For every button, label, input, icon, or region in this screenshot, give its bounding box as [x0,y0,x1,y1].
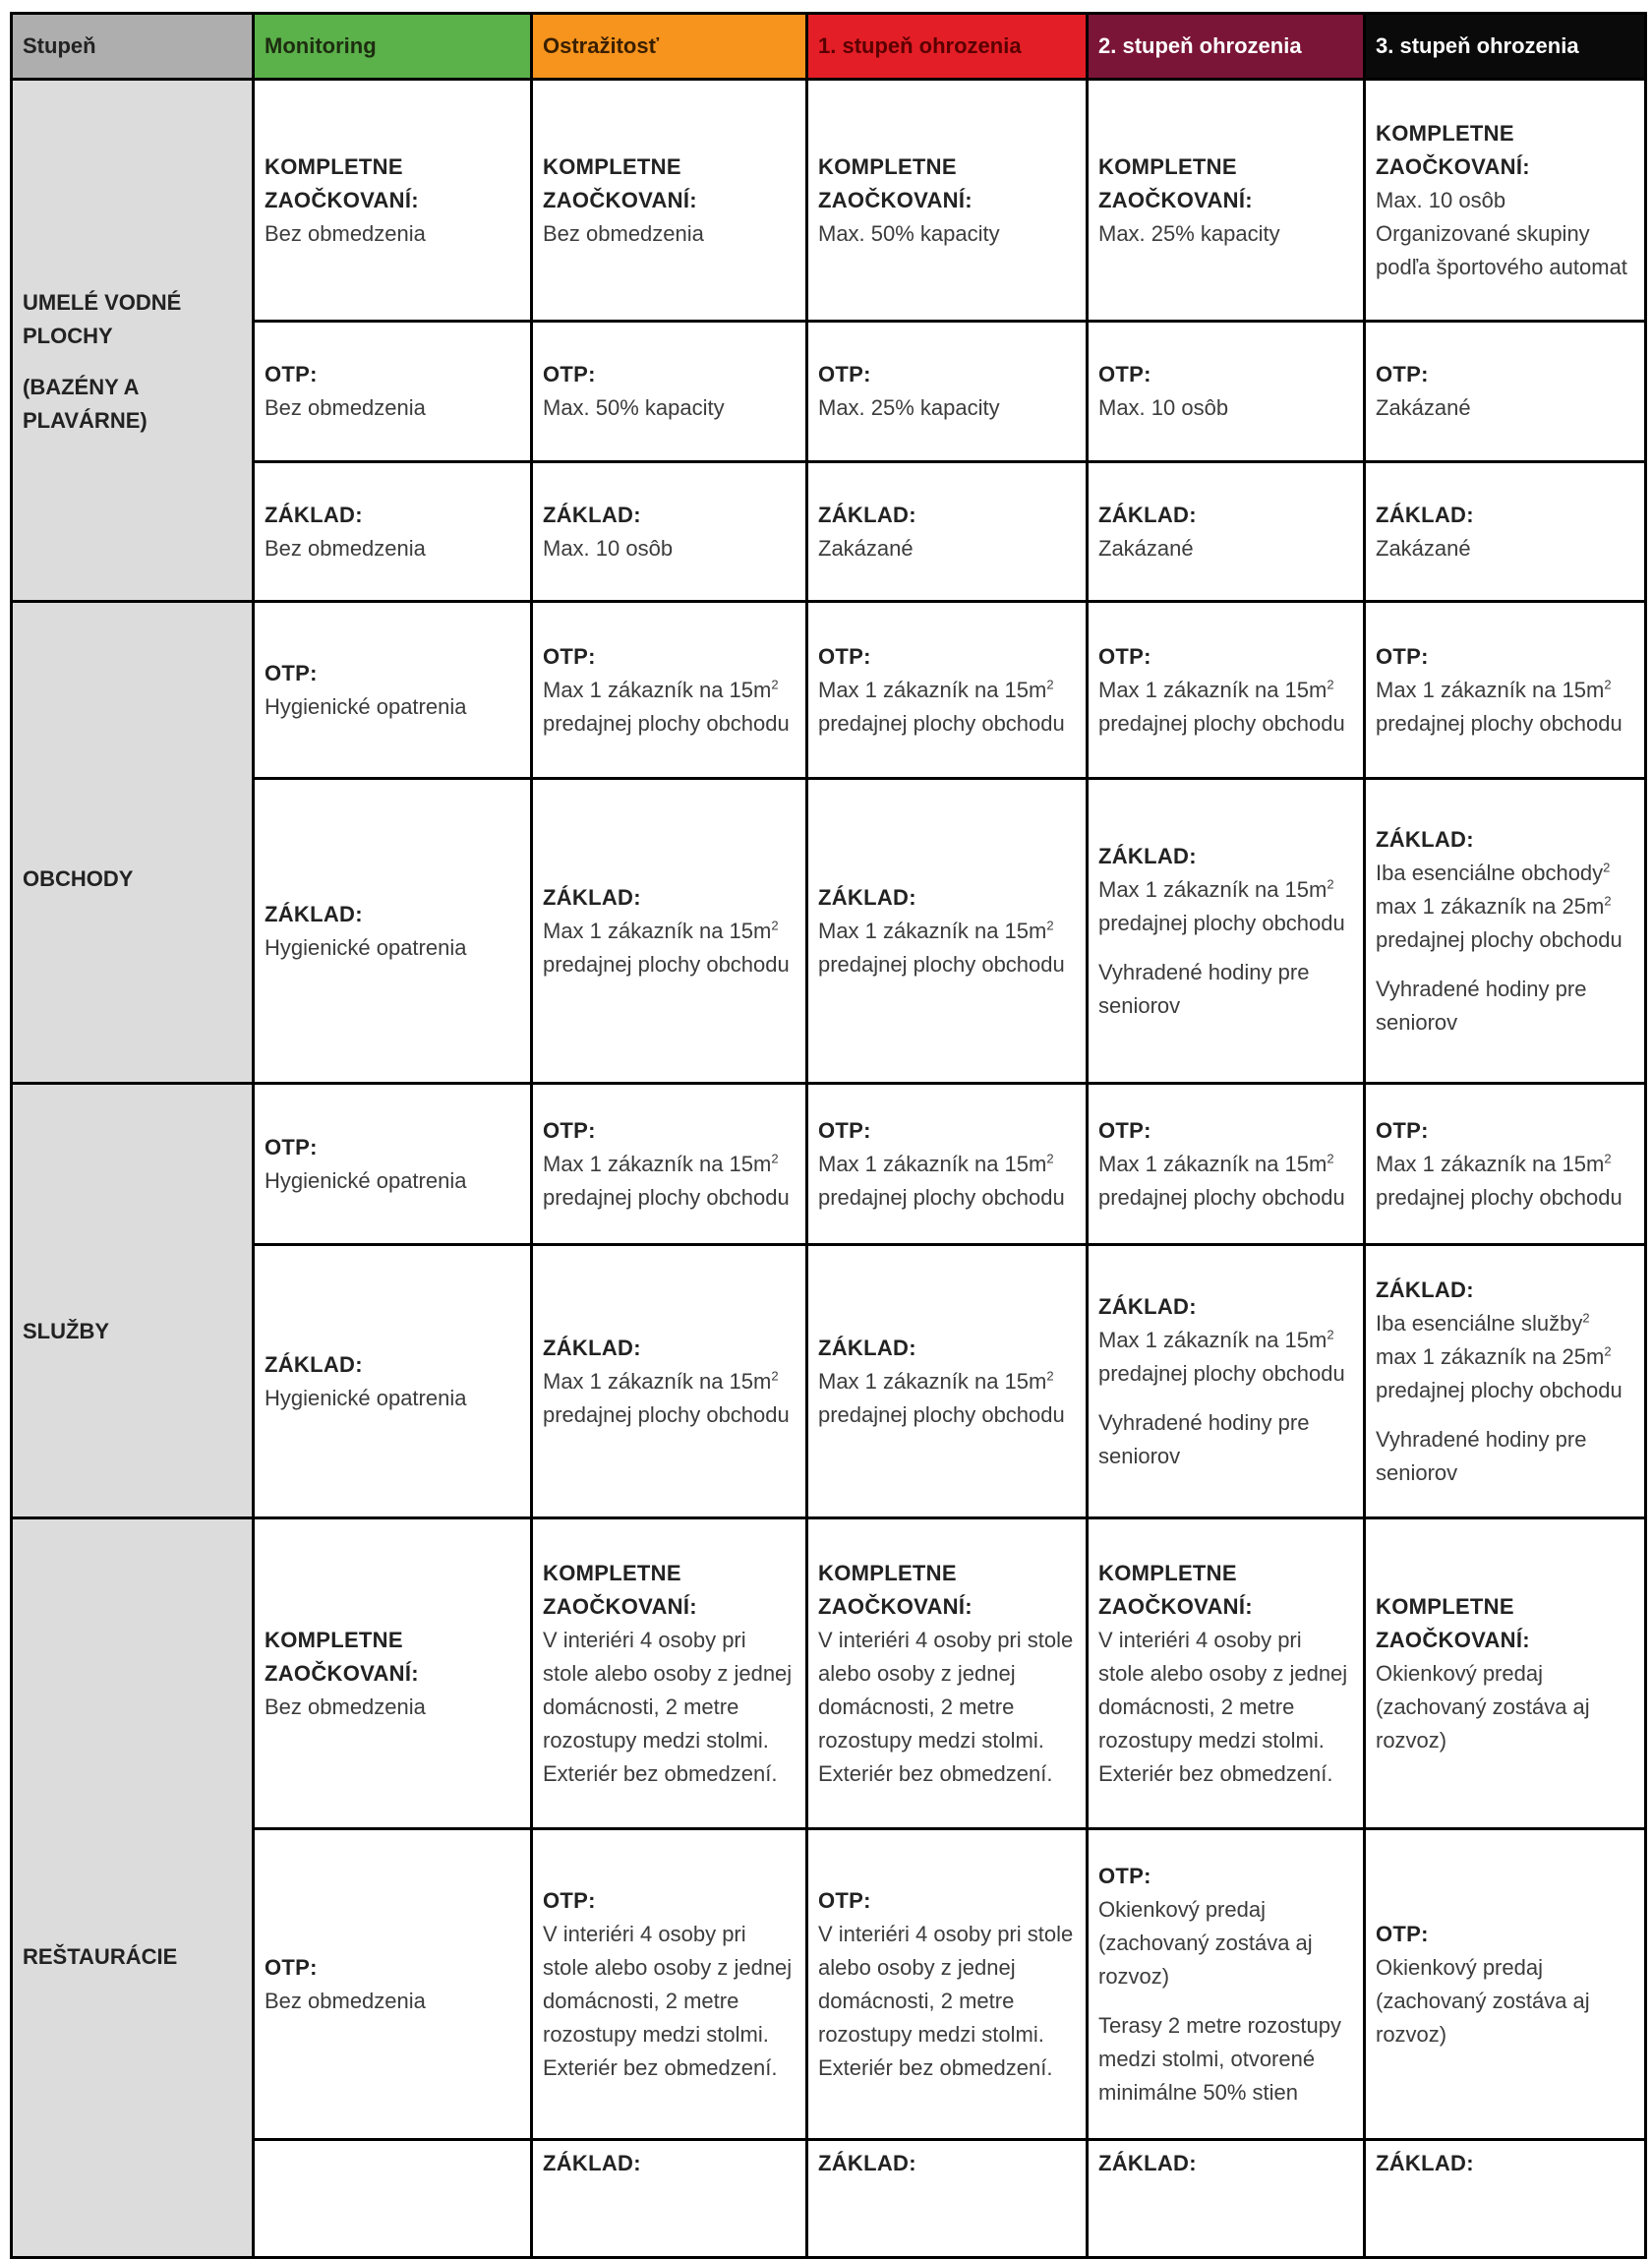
cell-text: OTP: [1376,1921,1429,1946]
table-cell [1088,1829,1365,2140]
cell-text: Max 1 zákazník na 15m [1098,1327,1328,1352]
cell-text: predajnej plochy obchodu [1376,1377,1622,1402]
table-cell [532,462,807,602]
table-cell [532,602,807,779]
category-label: REŠTAURÁCIE [23,1943,178,1969]
cell-text: Max 1 zákazník na 15m [818,1368,1047,1394]
cell-text: Vyhradené hodiny pre seniorov [1098,959,1310,1018]
table-cell [1365,1829,1646,2140]
table-cell [254,2140,532,2258]
cell-text: Zakázané [1376,535,1471,561]
table-cell [1365,322,1646,462]
cell-text: Okienkový predaj (zachovaný zostáva aj rozvoz) [1098,1896,1313,1989]
table-row [12,1245,1646,1518]
cell-text: KOMPLETNE ZAOČKOVANÍ: [265,153,419,212]
header-stupen-1: 1. stupeň ohrozenia [807,14,1088,80]
cell-text: Max 1 zákazník na 15m [543,1151,772,1176]
cell-text: predajnej plochy obchodu [1376,926,1622,952]
cell-text: 2 [1604,677,1612,692]
cell-text: V interiéri 4 osoby pri stole alebo osoby z jednej domácnosti, 2 metre rozostupy medzi stolmi. Exteriér bez obmedzení. [818,1627,1074,1786]
cell-text: OTP: [1098,643,1151,669]
cell-text: Max 1 zákazník na 15m [1098,677,1328,702]
cell-text: max 1 zákazník na 25m [1376,893,1605,919]
table-cell [254,1084,532,1245]
table-row [12,602,1646,779]
cell-text: predajnej plochy obchodu [818,710,1065,736]
cell-text: predajnej plochy obchodu [543,1184,790,1210]
table-cell [532,1518,807,1829]
cell-text: Zakázané [1098,535,1194,561]
table-cell [532,80,807,322]
cell-text: 2 [771,1368,779,1384]
table-row [12,1084,1646,1245]
cell-text: 2 [771,1151,779,1166]
cell-text: KOMPLETNE ZAOČKOVANÍ: [543,153,697,212]
cell-text: KOMPLETNE ZAOČKOVANÍ: [818,153,973,212]
cell-text: ZÁKLAD: [543,1335,641,1360]
cell-text: OTP: [543,1117,596,1143]
table-cell [532,1245,807,1518]
cell-text: OTP: [1376,1117,1429,1143]
header-ostrazitost: Ostražitosť [532,14,807,80]
cell-text: ZÁKLAD: [818,502,916,527]
cell-text: KOMPLETNE ZAOČKOVANÍ: [1376,120,1530,179]
cell-text: Bez obmedzenia [265,1694,426,1719]
header-row [12,14,1646,80]
cell-text: Vyhradené hodiny pre seniorov [1376,976,1587,1035]
category-label: SLUŽBY [23,1318,109,1343]
cell-text: ZÁKLAD: [818,1335,916,1360]
cell-text: Organizované skupiny podľa športového automat [1376,220,1627,279]
cell-text: Max 1 zákazník na 15m [1098,876,1328,902]
table-cell [1365,779,1646,1084]
table-row [12,1829,1646,2140]
table-row [12,462,1646,602]
cell-text: Iba esenciálne služby [1376,1310,1583,1336]
cell-text: ZÁKLAD: [1098,502,1197,527]
table-cell [807,1245,1088,1518]
table-cell [807,322,1088,462]
table-cell [532,1829,807,2140]
table-cell [807,1518,1088,1829]
category-vodne-plochy [12,80,254,602]
cell-text: OTP: [543,643,596,669]
cell-text: predajnej plochy obchodu [1098,910,1345,935]
cell-text: Max. 50% kapacity [543,395,725,420]
category-restauracie [12,1518,254,2258]
table-cell [1365,2140,1646,2258]
table-cell [1365,1245,1646,1518]
cell-text: 2 [1046,1151,1054,1166]
cell-text: OTP: [818,643,871,669]
table-row [12,1518,1646,1829]
cell-text: 2 [1327,1151,1334,1166]
cell-text: predajnej plochy obchodu [1376,710,1622,736]
table-cell [532,779,807,1084]
cell-text: 2 [1046,918,1054,933]
cell-text: Max 1 zákazník na 15m [1376,677,1605,702]
category-obchody [12,602,254,1084]
cell-text: Max 1 zákazník na 15m [1098,1151,1328,1176]
cell-text: OTP: [265,362,318,386]
table-row [12,779,1646,1084]
cell-text: Max 1 zákazník na 15m [818,918,1047,943]
cell-text: Max. 50% kapacity [818,220,1000,246]
cell-text: ZÁKLAD: [543,502,641,527]
cell-text: ZÁKLAD: [818,884,916,910]
cell-text: Max. 10 osôb [1098,395,1229,420]
table-cell [807,1084,1088,1245]
cell-text: 2 [1604,893,1612,909]
category-sublabel: (BAZÉNY A PLAVÁRNE) [23,375,148,433]
category-label: OBCHODY [23,865,134,891]
cell-text: Max. 10 osôb [1376,187,1506,212]
cell-text: ZÁKLAD: [1098,1293,1197,1319]
cell-text: ZÁKLAD: [1376,1277,1474,1302]
cell-text: Max 1 zákazník na 15m [543,918,772,943]
table-cell [532,322,807,462]
cell-text: Terasy 2 metre rozostupy medzi stolmi, otvorené minimálne 50% stien [1098,2012,1341,2105]
header-stupen: Stupeň [12,14,254,80]
cell-text: ZÁKLAD: [1376,2151,1474,2175]
cell-text: ZÁKLAD: [1376,502,1474,527]
cell-text: Max. 25% kapacity [1098,220,1280,246]
cell-text: OTP: [1098,362,1151,386]
restrictions-table [10,12,1647,2259]
cell-text: Max 1 zákazník na 15m [543,677,772,702]
table-cell [1088,1518,1365,1829]
cell-text: Bez obmedzenia [265,220,426,246]
cell-text: 2 [1327,1327,1334,1342]
table-cell [1365,462,1646,602]
cell-text: ZÁKLAD: [1098,843,1197,868]
table-cell [254,1829,532,2140]
cell-text: Max 1 zákazník na 15m [543,1368,772,1394]
cell-text: 2 [1604,1151,1612,1166]
cell-text: ZÁKLAD: [543,2151,641,2175]
cell-text: ZÁKLAD: [818,2151,916,2175]
category-sluzby [12,1084,254,1518]
cell-text: KOMPLETNE ZAOČKOVANÍ: [1098,153,1253,212]
cell-text: KOMPLETNE ZAOČKOVANÍ: [543,1560,697,1619]
table-cell [1088,779,1365,1084]
cell-text: OTP: [818,1117,871,1143]
table-cell [254,779,532,1084]
cell-text: Zakázané [1376,395,1471,420]
cell-text: Max 1 zákazník na 15m [1376,1151,1605,1176]
cell-text: KOMPLETNE ZAOČKOVANÍ: [265,1627,419,1686]
header-stupen-3: 3. stupeň ohrozenia [1365,14,1646,80]
table-cell [1088,462,1365,602]
cell-text: KOMPLETNE ZAOČKOVANÍ: [1376,1593,1530,1652]
table-cell [254,1518,532,1829]
cell-text: Hygienické opatrenia [265,1385,467,1410]
cell-text: OTP: [818,362,871,386]
cell-text: Max. 10 osôb [543,535,674,561]
cell-text: Iba esenciálne obchody [1376,860,1604,885]
table-cell [254,80,532,322]
cell-text: Bez obmedzenia [543,220,704,246]
cell-text: ZÁKLAD: [265,1351,363,1377]
cell-text: OTP: [1376,643,1429,669]
cell-text: 2 [1046,1368,1054,1384]
cell-text: predajnej plochy obchodu [1098,1360,1345,1386]
table-cell [1088,80,1365,322]
cell-text: predajnej plochy obchodu [1098,1184,1345,1210]
cell-text: Max 1 zákazník na 15m [818,677,1047,702]
table-cell [807,1829,1088,2140]
cell-text: 2 [1046,677,1054,692]
table-row [12,322,1646,462]
cell-text: V interiéri 4 osoby pri stole alebo osoby z jednej domácnosti, 2 metre rozostupy medzi stolmi. Exteriér bez obmedzení. [818,1921,1074,2080]
cell-text: predajnej plochy obchodu [543,951,790,977]
cell-text: OTP: [543,1887,596,1913]
cell-text: ZÁKLAD: [1376,826,1474,852]
table-cell [807,602,1088,779]
cell-text: OTP: [543,362,596,386]
cell-text: Bez obmedzenia [265,535,426,561]
table-cell [1088,1084,1365,1245]
cell-text: Vyhradené hodiny pre seniorov [1376,1426,1587,1485]
cell-text: ZÁKLAD: [543,884,641,910]
cell-text: V interiéri 4 osoby pri stole alebo osoby z jednej domácnosti, 2 metre rozostupy medzi stolmi. Exteriér bez obmedzení. [543,1921,793,2080]
cell-text: Hygienické opatrenia [265,693,467,719]
table-cell [807,2140,1088,2258]
cell-text: V interiéri 4 osoby pri stole alebo osoby z jednej domácnosti, 2 metre rozostupy medzi stolmi. Exteriér bez obmedzení. [543,1627,793,1786]
cell-text: predajnej plochy obchodu [1098,710,1345,736]
cell-text: predajnej plochy obchodu [818,951,1065,977]
table-cell [1365,602,1646,779]
cell-text: OTP: [1376,362,1429,386]
cell-text: OTP: [1098,1863,1151,1888]
cell-text: ZÁKLAD: [265,901,363,926]
table-cell [254,602,532,779]
cell-text: 2 [1327,677,1334,692]
header-stupen-2: 2. stupeň ohrozenia [1088,14,1365,80]
table-cell [254,322,532,462]
cell-text: max 1 zákazník na 25m [1376,1343,1605,1369]
table-cell [807,462,1088,602]
cell-text: predajnej plochy obchodu [543,1401,790,1427]
table-cell [532,1084,807,1245]
cell-text: predajnej plochy obchodu [818,1184,1065,1210]
cell-text: V interiéri 4 osoby pri stole alebo osoby z jednej domácnosti, 2 metre rozostupy medzi stolmi. Exteriér bez obmedzení. [1098,1627,1348,1786]
cell-text: Hygienické opatrenia [265,934,467,960]
cell-text: OTP: [1098,1117,1151,1143]
table-cell [1088,602,1365,779]
cell-text: Vyhradené hodiny pre seniorov [1098,1409,1310,1468]
table-cell [1088,1245,1365,1518]
table-row [12,80,1646,322]
cell-text: 2 [771,918,779,933]
cell-text: Hygienické opatrenia [265,1167,467,1193]
cell-text: predajnej plochy obchodu [543,710,790,736]
cell-text: predajnej plochy obchodu [1376,1184,1622,1210]
cell-text: Zakázané [818,535,914,561]
category-label: UMELÉ VODNÉ PLOCHY [23,290,182,348]
cell-text: KOMPLETNE ZAOČKOVANÍ: [1098,1560,1253,1619]
cell-text: OTP: [265,1954,318,1980]
cell-text: Bez obmedzenia [265,395,426,420]
cell-text: OTP: [265,1134,318,1159]
table-cell [1365,1518,1646,1829]
table-cell [807,779,1088,1084]
cell-text: Okienkový predaj (zachovaný zostáva aj rozvoz) [1376,1660,1590,1753]
cell-text: Max. 25% kapacity [818,395,1000,420]
cell-text: 2 [1327,876,1334,892]
table-cell [254,462,532,602]
cell-text: Max 1 zákazník na 15m [818,1151,1047,1176]
cell-text: Okienkový predaj (zachovaný zostáva aj rozvoz) [1376,1954,1590,2047]
cell-text: 2 [1582,1310,1590,1326]
table-row [12,2140,1646,2258]
cell-text: OTP: [818,1887,871,1913]
cell-text: 2 [1603,860,1611,875]
table-cell [254,1245,532,1518]
table-cell [807,80,1088,322]
header-monitoring: Monitoring [254,14,532,80]
cell-text: 2 [771,677,779,692]
cell-text: ZÁKLAD: [1098,2151,1197,2175]
table-cell [1365,80,1646,322]
cell-text: predajnej plochy obchodu [818,1401,1065,1427]
cell-text: Bez obmedzenia [265,1988,426,2013]
table-cell [1365,1084,1646,1245]
table-cell [1088,2140,1365,2258]
cell-text: 2 [1604,1343,1612,1359]
table-cell [1088,322,1365,462]
cell-text: ZÁKLAD: [265,502,363,527]
cell-text: KOMPLETNE ZAOČKOVANÍ: [818,1560,973,1619]
cell-text: OTP: [265,660,318,685]
table-cell [532,2140,807,2258]
